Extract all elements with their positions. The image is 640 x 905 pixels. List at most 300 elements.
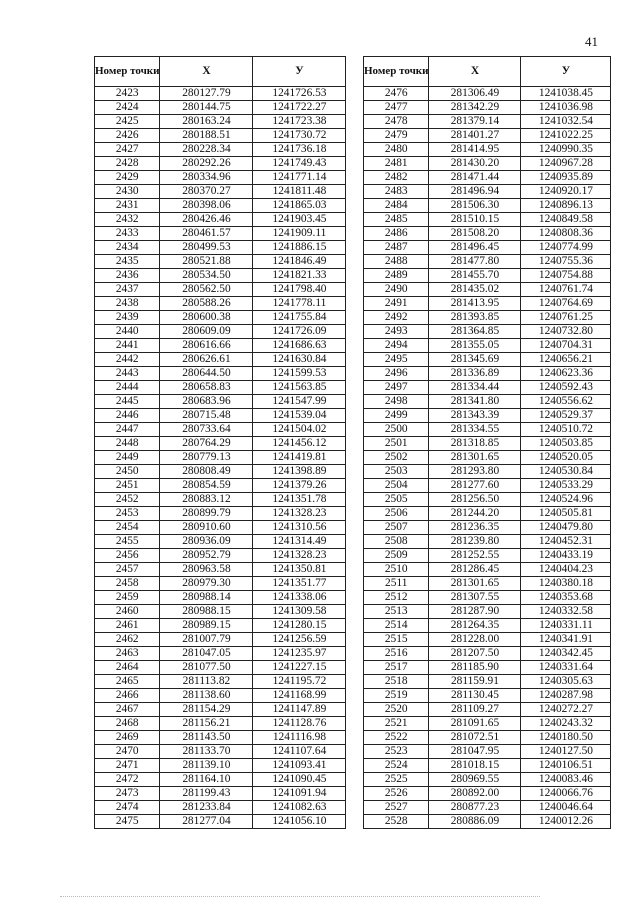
y-coordinate-cell: 1241771.14 [253, 171, 346, 185]
table-row [364, 87, 611, 101]
table-row [364, 577, 611, 591]
x-coordinate-cell: 280733.64 [160, 423, 253, 437]
point-number-cell: 2495 [364, 353, 429, 367]
y-coordinate-cell: 1241539.04 [253, 409, 346, 423]
y-coordinate-cell: 1240331.11 [521, 619, 611, 633]
point-number-cell: 2429 [95, 171, 160, 185]
x-coordinate-cell: 280626.61 [160, 353, 253, 367]
x-coordinate-cell: 280461.57 [160, 227, 253, 241]
point-number-cell: 2463 [95, 647, 160, 661]
table-row [364, 465, 611, 479]
table-row [364, 521, 611, 535]
y-coordinate-cell: 1240272.27 [521, 703, 611, 717]
point-number-cell: 2471 [95, 759, 160, 773]
header-y: У [521, 57, 611, 87]
y-coordinate-cell: 1241227.15 [253, 661, 346, 675]
point-number-cell: 2431 [95, 199, 160, 213]
y-coordinate-cell: 1241328.23 [253, 549, 346, 563]
x-coordinate-cell: 281379.14 [429, 115, 521, 129]
table-row [364, 381, 611, 395]
y-coordinate-cell: 1241280.15 [253, 619, 346, 633]
x-coordinate-cell: 281199.43 [160, 787, 253, 801]
point-number-cell: 2493 [364, 325, 429, 339]
page-number: 41 [585, 34, 598, 49]
y-coordinate-cell: 1240510.72 [521, 423, 611, 437]
point-number-cell: 2462 [95, 633, 160, 647]
x-coordinate-cell: 281233.84 [160, 801, 253, 815]
point-number-cell: 2433 [95, 227, 160, 241]
table-row [95, 311, 346, 325]
table-row [364, 731, 611, 745]
x-coordinate-cell: 281496.45 [429, 241, 521, 255]
x-coordinate-cell: 281334.55 [429, 423, 521, 437]
x-coordinate-cell: 281091.65 [429, 717, 521, 731]
table-row [95, 185, 346, 199]
table-row [364, 451, 611, 465]
table-row [95, 675, 346, 689]
y-coordinate-cell: 1240342.45 [521, 647, 611, 661]
point-number-cell: 2501 [364, 437, 429, 451]
table-row [95, 647, 346, 661]
point-number-cell: 2454 [95, 521, 160, 535]
y-coordinate-cell: 1241147.89 [253, 703, 346, 717]
table-row [95, 283, 346, 297]
x-coordinate-cell: 280883.12 [160, 493, 253, 507]
table-row [95, 619, 346, 633]
point-number-cell: 2482 [364, 171, 429, 185]
y-coordinate-cell: 1240592.43 [521, 381, 611, 395]
y-coordinate-cell: 1241091.94 [253, 787, 346, 801]
y-coordinate-cell: 1240066.76 [521, 787, 611, 801]
point-number-cell: 2522 [364, 731, 429, 745]
point-number-cell: 2441 [95, 339, 160, 353]
table-row [364, 535, 611, 549]
coordinates-table-left [94, 56, 346, 829]
table-row [364, 143, 611, 157]
table-row [95, 759, 346, 773]
x-coordinate-cell: 280534.50 [160, 269, 253, 283]
x-coordinate-cell: 281336.89 [429, 367, 521, 381]
point-number-cell: 2437 [95, 283, 160, 297]
table-row [95, 661, 346, 675]
point-number-cell: 2474 [95, 801, 160, 815]
point-number-cell: 2516 [364, 647, 429, 661]
table-row [95, 381, 346, 395]
x-coordinate-cell: 281113.82 [160, 675, 253, 689]
table-row [364, 101, 611, 115]
table-row [95, 297, 346, 311]
y-coordinate-cell: 1241456.12 [253, 437, 346, 451]
x-coordinate-cell: 281343.39 [429, 409, 521, 423]
point-number-cell: 2451 [95, 479, 160, 493]
y-coordinate-cell: 1241195.72 [253, 675, 346, 689]
table-row [95, 815, 346, 829]
table-row [95, 87, 346, 101]
table-row [95, 507, 346, 521]
table-row [95, 157, 346, 171]
x-coordinate-cell: 280127.79 [160, 87, 253, 101]
table-row [95, 437, 346, 451]
point-number-cell: 2479 [364, 129, 429, 143]
table-row [364, 507, 611, 521]
y-coordinate-cell: 1240524.96 [521, 493, 611, 507]
y-coordinate-cell: 1241022.25 [521, 129, 611, 143]
x-coordinate-cell: 281506.30 [429, 199, 521, 213]
x-coordinate-cell: 281364.85 [429, 325, 521, 339]
table-row [95, 689, 346, 703]
x-coordinate-cell: 281393.85 [429, 311, 521, 325]
x-coordinate-cell: 281477.80 [429, 255, 521, 269]
point-number-cell: 2506 [364, 507, 429, 521]
y-coordinate-cell: 1240754.88 [521, 269, 611, 283]
x-coordinate-cell: 281301.65 [429, 577, 521, 591]
x-coordinate-cell: 280963.58 [160, 563, 253, 577]
x-coordinate-cell: 280644.50 [160, 367, 253, 381]
y-coordinate-cell: 1240404.23 [521, 563, 611, 577]
point-number-cell: 2439 [95, 311, 160, 325]
x-coordinate-cell: 281307.55 [429, 591, 521, 605]
y-coordinate-cell: 1241338.06 [253, 591, 346, 605]
y-coordinate-cell: 1241093.41 [253, 759, 346, 773]
point-number-cell: 2504 [364, 479, 429, 493]
table-row [95, 409, 346, 423]
table-row [364, 787, 611, 801]
x-coordinate-cell: 280683.96 [160, 395, 253, 409]
y-coordinate-cell: 1240305.63 [521, 675, 611, 689]
x-coordinate-cell: 281007.79 [160, 633, 253, 647]
x-coordinate-cell: 281047.95 [429, 745, 521, 759]
point-number-cell: 2436 [95, 269, 160, 283]
table-row [95, 367, 346, 381]
x-coordinate-cell: 280609.09 [160, 325, 253, 339]
point-number-cell: 2473 [95, 787, 160, 801]
point-number-cell: 2447 [95, 423, 160, 437]
table-row [95, 255, 346, 269]
point-number-cell: 2502 [364, 451, 429, 465]
point-number-cell: 2448 [95, 437, 160, 451]
y-coordinate-cell: 1240180.50 [521, 731, 611, 745]
x-coordinate-cell: 280808.49 [160, 465, 253, 479]
table-row [364, 255, 611, 269]
y-coordinate-cell: 1241056.10 [253, 815, 346, 829]
x-coordinate-cell: 281355.05 [429, 339, 521, 353]
x-coordinate-cell: 280600.38 [160, 311, 253, 325]
table-row [95, 773, 346, 787]
x-coordinate-cell: 281435.02 [429, 283, 521, 297]
x-coordinate-cell: 281159.91 [429, 675, 521, 689]
x-coordinate-cell: 281413.95 [429, 297, 521, 311]
point-number-cell: 2526 [364, 787, 429, 801]
point-number-cell: 2452 [95, 493, 160, 507]
point-number-cell: 2518 [364, 675, 429, 689]
point-number-cell: 2483 [364, 185, 429, 199]
y-coordinate-cell: 1241903.45 [253, 213, 346, 227]
table-row [364, 283, 611, 297]
x-coordinate-cell: 280616.66 [160, 339, 253, 353]
x-coordinate-cell: 281154.29 [160, 703, 253, 717]
x-coordinate-cell: 281072.51 [429, 731, 521, 745]
y-coordinate-cell: 1241256.59 [253, 633, 346, 647]
y-coordinate-cell: 1241563.85 [253, 381, 346, 395]
table-row [364, 619, 611, 633]
x-coordinate-cell: 280877.23 [429, 801, 521, 815]
x-coordinate-cell: 280499.53 [160, 241, 253, 255]
point-number-cell: 2510 [364, 563, 429, 577]
y-coordinate-cell: 1241128.76 [253, 717, 346, 731]
y-coordinate-cell: 1240083.46 [521, 773, 611, 787]
point-number-cell: 2430 [95, 185, 160, 199]
point-number-cell: 2499 [364, 409, 429, 423]
table-row [364, 493, 611, 507]
point-number-cell: 2525 [364, 773, 429, 787]
y-coordinate-cell: 1241168.99 [253, 689, 346, 703]
table-row [95, 353, 346, 367]
table-row [95, 101, 346, 115]
table-row [95, 633, 346, 647]
x-coordinate-cell: 280979.30 [160, 577, 253, 591]
point-number-cell: 2513 [364, 605, 429, 619]
table-row [364, 367, 611, 381]
point-number-cell: 2484 [364, 199, 429, 213]
y-coordinate-cell: 1241865.03 [253, 199, 346, 213]
table-row [364, 199, 611, 213]
point-number-cell: 2498 [364, 395, 429, 409]
point-number-cell: 2488 [364, 255, 429, 269]
table-row [364, 437, 611, 451]
table-row [364, 675, 611, 689]
point-number-cell: 2512 [364, 591, 429, 605]
point-number-cell: 2456 [95, 549, 160, 563]
table-header-row [364, 57, 611, 87]
point-number-cell: 2492 [364, 311, 429, 325]
point-number-cell: 2425 [95, 115, 160, 129]
table-row [95, 339, 346, 353]
x-coordinate-cell: 280854.59 [160, 479, 253, 493]
point-number-cell: 2467 [95, 703, 160, 717]
table-row [364, 633, 611, 647]
y-coordinate-cell: 1240503.85 [521, 437, 611, 451]
y-coordinate-cell: 1240046.64 [521, 801, 611, 815]
y-coordinate-cell: 1240849.58 [521, 213, 611, 227]
point-number-cell: 2486 [364, 227, 429, 241]
x-coordinate-cell: 280188.51 [160, 129, 253, 143]
table-row [364, 689, 611, 703]
table-row [95, 199, 346, 213]
table-row [364, 745, 611, 759]
x-coordinate-cell: 280715.48 [160, 409, 253, 423]
y-coordinate-cell: 1241107.64 [253, 745, 346, 759]
x-coordinate-cell: 281287.90 [429, 605, 521, 619]
point-number-cell: 2443 [95, 367, 160, 381]
x-coordinate-cell: 280562.50 [160, 283, 253, 297]
table-row [364, 815, 611, 829]
table-row [364, 213, 611, 227]
x-coordinate-cell: 280910.60 [160, 521, 253, 535]
point-number-cell: 2523 [364, 745, 429, 759]
table-row [95, 451, 346, 465]
y-coordinate-cell: 1241116.98 [253, 731, 346, 745]
x-coordinate-cell: 281228.00 [429, 633, 521, 647]
point-number-cell: 2524 [364, 759, 429, 773]
table-row [364, 185, 611, 199]
x-coordinate-cell: 281109.27 [429, 703, 521, 717]
x-coordinate-cell: 281496.94 [429, 185, 521, 199]
x-coordinate-cell: 280886.09 [429, 815, 521, 829]
y-coordinate-cell: 1241909.11 [253, 227, 346, 241]
y-coordinate-cell: 1241730.72 [253, 129, 346, 143]
table-row [364, 395, 611, 409]
x-coordinate-cell: 281342.29 [429, 101, 521, 115]
y-coordinate-cell: 1240990.35 [521, 143, 611, 157]
table-row [364, 311, 611, 325]
y-coordinate-cell: 1240761.25 [521, 311, 611, 325]
point-number-cell: 2453 [95, 507, 160, 521]
point-number-cell: 2503 [364, 465, 429, 479]
y-coordinate-cell: 1240520.05 [521, 451, 611, 465]
table-row [95, 787, 346, 801]
table-row [95, 703, 346, 717]
y-coordinate-cell: 1240353.68 [521, 591, 611, 605]
table-row [95, 465, 346, 479]
table-row [95, 577, 346, 591]
table-row [95, 325, 346, 339]
y-coordinate-cell: 1241722.27 [253, 101, 346, 115]
x-coordinate-cell: 280658.83 [160, 381, 253, 395]
point-number-cell: 2426 [95, 129, 160, 143]
table-row [364, 325, 611, 339]
x-coordinate-cell: 281334.44 [429, 381, 521, 395]
point-number-cell: 2527 [364, 801, 429, 815]
y-coordinate-cell: 1241821.33 [253, 269, 346, 283]
y-coordinate-cell: 1240530.84 [521, 465, 611, 479]
table-row [95, 115, 346, 129]
table-row [95, 745, 346, 759]
x-coordinate-cell: 281508.20 [429, 227, 521, 241]
y-coordinate-cell: 1240479.80 [521, 521, 611, 535]
y-coordinate-cell: 1241630.84 [253, 353, 346, 367]
x-coordinate-cell: 281277.04 [160, 815, 253, 829]
y-coordinate-cell: 1241398.89 [253, 465, 346, 479]
table-row [364, 549, 611, 563]
y-coordinate-cell: 1241032.54 [521, 115, 611, 129]
table-row [95, 521, 346, 535]
point-number-cell: 2505 [364, 493, 429, 507]
x-coordinate-cell: 281133.70 [160, 745, 253, 759]
x-coordinate-cell: 281286.45 [429, 563, 521, 577]
table-row [364, 171, 611, 185]
point-number-cell: 2450 [95, 465, 160, 479]
y-coordinate-cell: 1240764.69 [521, 297, 611, 311]
x-coordinate-cell: 281256.50 [429, 493, 521, 507]
point-number-cell: 2497 [364, 381, 429, 395]
y-coordinate-cell: 1240732.80 [521, 325, 611, 339]
y-coordinate-cell: 1240967.28 [521, 157, 611, 171]
table-row [364, 339, 611, 353]
table-row [364, 703, 611, 717]
x-coordinate-cell: 281018.15 [429, 759, 521, 773]
point-number-cell: 2457 [95, 563, 160, 577]
point-number-cell: 2490 [364, 283, 429, 297]
y-coordinate-cell: 1241798.40 [253, 283, 346, 297]
y-coordinate-cell: 1240920.17 [521, 185, 611, 199]
coordinates-table-right [363, 56, 611, 829]
point-number-cell: 2528 [364, 815, 429, 829]
x-coordinate-cell: 280292.26 [160, 157, 253, 171]
table-row [364, 297, 611, 311]
x-coordinate-cell: 281455.70 [429, 269, 521, 283]
point-number-cell: 2438 [95, 297, 160, 311]
y-coordinate-cell: 1241504.02 [253, 423, 346, 437]
table-row [364, 605, 611, 619]
table-row [95, 241, 346, 255]
point-number-cell: 2470 [95, 745, 160, 759]
table-row [364, 269, 611, 283]
point-number-cell: 2460 [95, 605, 160, 619]
x-coordinate-cell: 281293.80 [429, 465, 521, 479]
point-number-cell: 2461 [95, 619, 160, 633]
x-coordinate-cell: 281156.21 [160, 717, 253, 731]
y-coordinate-cell: 1240127.50 [521, 745, 611, 759]
x-coordinate-cell: 281185.90 [429, 661, 521, 675]
y-coordinate-cell: 1241726.09 [253, 325, 346, 339]
point-number-cell: 2472 [95, 773, 160, 787]
y-coordinate-cell: 1241726.53 [253, 87, 346, 101]
table-row [95, 171, 346, 185]
y-coordinate-cell: 1241419.81 [253, 451, 346, 465]
point-number-cell: 2442 [95, 353, 160, 367]
point-number-cell: 2477 [364, 101, 429, 115]
x-coordinate-cell: 281345.69 [429, 353, 521, 367]
y-coordinate-cell: 1241235.97 [253, 647, 346, 661]
point-number-cell: 2466 [95, 689, 160, 703]
table-row [95, 535, 346, 549]
y-coordinate-cell: 1241749.43 [253, 157, 346, 171]
point-number-cell: 2459 [95, 591, 160, 605]
table-row [364, 563, 611, 577]
y-coordinate-cell: 1240341.91 [521, 633, 611, 647]
y-coordinate-cell: 1240331.64 [521, 661, 611, 675]
table-row [95, 395, 346, 409]
x-coordinate-cell: 281252.55 [429, 549, 521, 563]
x-coordinate-cell: 280988.15 [160, 605, 253, 619]
x-coordinate-cell: 281077.50 [160, 661, 253, 675]
point-number-cell: 2427 [95, 143, 160, 157]
point-number-cell: 2480 [364, 143, 429, 157]
x-coordinate-cell: 281143.50 [160, 731, 253, 745]
y-coordinate-cell: 1241314.49 [253, 535, 346, 549]
y-coordinate-cell: 1240452.31 [521, 535, 611, 549]
table-row [364, 409, 611, 423]
x-coordinate-cell: 280144.75 [160, 101, 253, 115]
point-number-cell: 2489 [364, 269, 429, 283]
x-coordinate-cell: 281471.44 [429, 171, 521, 185]
x-coordinate-cell: 281207.50 [429, 647, 521, 661]
x-coordinate-cell: 281236.35 [429, 521, 521, 535]
x-coordinate-cell: 281414.95 [429, 143, 521, 157]
point-number-cell: 2476 [364, 87, 429, 101]
y-coordinate-cell: 1241328.23 [253, 507, 346, 521]
table-row [364, 647, 611, 661]
point-number-cell: 2458 [95, 577, 160, 591]
point-number-cell: 2514 [364, 619, 429, 633]
y-coordinate-cell: 1240533.29 [521, 479, 611, 493]
y-coordinate-cell: 1240755.36 [521, 255, 611, 269]
point-number-cell: 2455 [95, 535, 160, 549]
x-coordinate-cell: 281164.10 [160, 773, 253, 787]
table-row [364, 773, 611, 787]
y-coordinate-cell: 1240505.81 [521, 507, 611, 521]
table-row [95, 493, 346, 507]
